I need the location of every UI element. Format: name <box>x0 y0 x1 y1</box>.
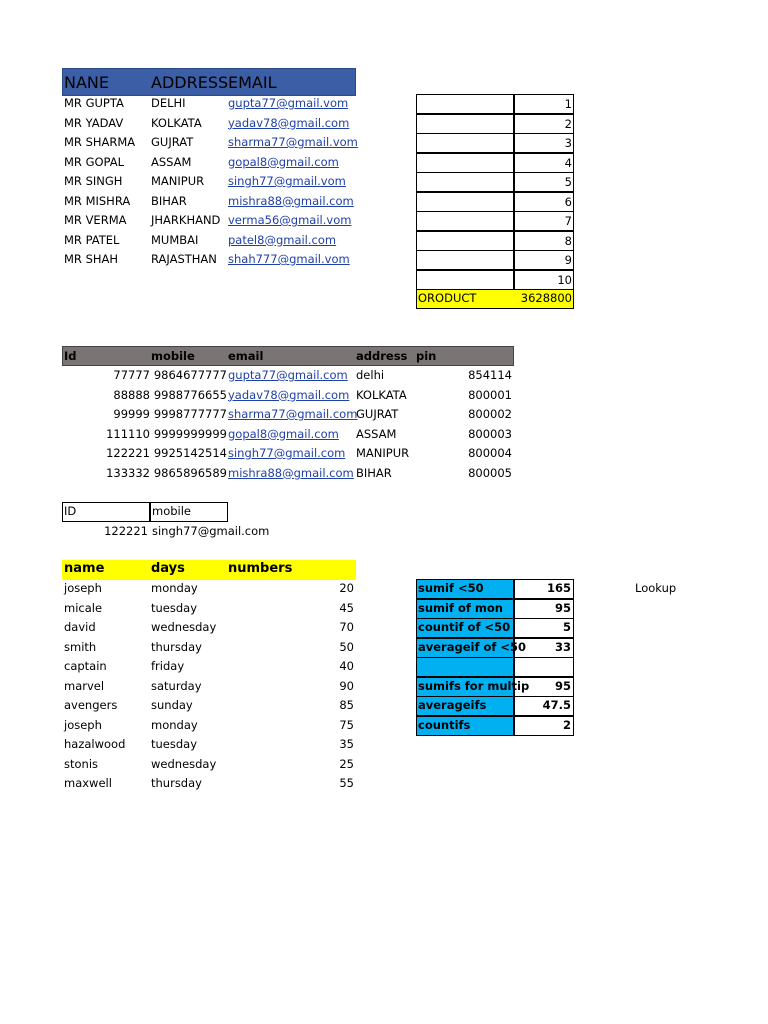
days-name: smith <box>64 639 97 654</box>
days-day: saturday <box>151 678 202 693</box>
stat-value: 2 <box>562 717 571 732</box>
product-number: 1 <box>564 97 572 111</box>
days-name: joseph <box>64 581 102 595</box>
stat-label: countif of <50 <box>418 620 511 634</box>
record-pin: 800005 <box>468 465 512 480</box>
contact-email-link[interactable]: patel8@gmail.com <box>228 232 337 247</box>
record-mobile: 9865896589 <box>153 465 227 480</box>
days-header-1: days <box>151 561 185 576</box>
record-email-link[interactable]: gopal8@gmail.com <box>228 426 339 441</box>
days-number: 45 <box>339 600 354 615</box>
stat-value: 165 <box>546 581 571 595</box>
stat-label: sumifs for multip <box>418 678 530 693</box>
contact-address: ASSAM <box>151 154 192 169</box>
days-day: tuesday <box>151 737 198 751</box>
product-number: 6 <box>564 194 572 209</box>
contact-name: MR SINGH <box>64 174 123 188</box>
product-number: 9 <box>564 253 572 267</box>
record-id: 99999 <box>113 407 150 421</box>
contacts-header-0: NANE <box>64 73 109 92</box>
days-name: avengers <box>64 698 118 712</box>
product-empty-cell <box>416 270 514 290</box>
lookup-id-label: ID <box>64 504 77 518</box>
days-name: captain <box>64 659 107 673</box>
record-mobile: 9988776655 <box>153 387 227 402</box>
stat-value: 33 <box>554 639 571 654</box>
days-number: 70 <box>339 620 354 634</box>
contact-address: RAJASTHAN <box>151 252 217 266</box>
stat-label: averageifs <box>418 698 487 712</box>
record-email-link[interactable]: sharma77@gmail.com <box>228 407 358 421</box>
days-day: wednesday <box>151 756 217 771</box>
record-address: BIHAR <box>356 465 392 480</box>
product-empty-cell <box>416 94 514 114</box>
contact-email-link[interactable]: sharma77@gmail.vom <box>228 135 358 149</box>
contact-name: MR SHAH <box>64 252 119 266</box>
days-day: monday <box>151 717 198 732</box>
lookup-result: singh77@gmail.com <box>152 524 270 538</box>
record-pin: 800002 <box>468 407 512 421</box>
product-number: 2 <box>564 116 572 131</box>
record-address: delhi <box>356 368 385 382</box>
record-address: GUJRAT <box>356 407 399 421</box>
records-header-2: email <box>228 349 264 363</box>
contact-address: MANIPUR <box>151 174 205 188</box>
contact-name: MR MISHRA <box>64 193 131 208</box>
record-address: ASSAM <box>356 426 397 441</box>
days-header-0: name <box>64 561 105 576</box>
days-name: david <box>64 620 96 634</box>
product-empty-cell <box>416 133 514 153</box>
records-header-1: mobile <box>151 349 195 363</box>
days-name: maxwell <box>64 776 112 790</box>
lookup-mobile-label: mobile <box>152 504 192 518</box>
stat-label: countifs <box>418 717 471 732</box>
stat-value: 95 <box>554 600 571 615</box>
contact-address: DELHI <box>151 96 186 110</box>
product-number: 7 <box>564 214 572 228</box>
product-number: 10 <box>557 272 572 287</box>
days-day: wednesday <box>151 620 217 634</box>
contact-name: MR PATEL <box>64 232 120 247</box>
days-name: micale <box>64 600 103 615</box>
record-mobile: 9864677777 <box>153 368 227 382</box>
product-value: 3628800 <box>520 291 572 305</box>
record-id: 133332 <box>106 465 150 480</box>
stat-label <box>418 657 512 676</box>
product-empty-cell <box>416 172 514 192</box>
record-id: 77777 <box>113 368 150 382</box>
record-email-link[interactable]: yadav78@gmail.com <box>228 387 350 402</box>
record-id: 122221 <box>106 446 150 460</box>
product-empty-cell <box>416 250 514 270</box>
days-number: 20 <box>339 581 354 595</box>
days-day: thursday <box>151 776 202 790</box>
record-email-link[interactable]: singh77@gmail.com <box>228 446 346 460</box>
days-number: 90 <box>339 678 354 693</box>
lookup-id-value: 122221 <box>104 524 148 538</box>
record-email-link[interactable]: mishra88@gmail.com <box>228 465 354 480</box>
product-number: 8 <box>564 233 572 248</box>
product-empty-cell <box>416 211 514 231</box>
lookup-side-label: Lookup <box>635 581 677 595</box>
contact-name: MR GOPAL <box>64 154 125 169</box>
product-number: 4 <box>564 155 572 170</box>
product-number: 3 <box>564 136 572 150</box>
contact-email-link[interactable]: mishra88@gmail.com <box>228 193 354 208</box>
contact-name: MR GUPTA <box>64 96 124 110</box>
stat-label: sumif <50 <box>418 581 484 595</box>
record-pin: 800003 <box>468 426 512 441</box>
records-header-4: pin <box>416 349 437 363</box>
stat-label: averageif of <50 <box>418 639 527 654</box>
product-label: ORODUCT <box>418 291 477 305</box>
record-mobile: 9999999999 <box>153 426 227 441</box>
records-header-3: address <box>356 349 408 363</box>
days-day: tuesday <box>151 600 198 615</box>
days-number: 55 <box>339 776 354 790</box>
contact-address: JHARKHAND <box>151 213 221 227</box>
product-empty-cell <box>416 153 514 173</box>
stat-value <box>514 657 571 676</box>
contact-address: MUMBAI <box>151 232 199 247</box>
days-number: 85 <box>339 698 354 712</box>
stat-value: 47.5 <box>542 698 571 712</box>
days-day: sunday <box>151 698 193 712</box>
product-empty-cell <box>416 114 514 134</box>
days-number: 75 <box>339 717 354 732</box>
contact-name: MR SHARMA <box>64 135 136 149</box>
days-name: hazalwood <box>64 737 126 751</box>
days-name: marvel <box>64 678 105 693</box>
stat-value: 5 <box>562 620 571 634</box>
stat-value: 95 <box>554 678 571 693</box>
days-day: friday <box>151 659 185 673</box>
record-address: KOLKATA <box>356 387 407 402</box>
record-pin: 800001 <box>468 387 512 402</box>
record-id: 88888 <box>113 387 150 402</box>
days-number: 50 <box>339 639 354 654</box>
record-pin: 854114 <box>468 368 512 382</box>
days-header-2: numbers <box>228 561 293 576</box>
contact-address: GUJRAT <box>151 135 194 149</box>
record-mobile: 9925142514 <box>153 446 227 460</box>
contact-name: MR VERMA <box>64 213 127 227</box>
contact-email-link[interactable]: yadav78@gmail.com <box>228 115 350 130</box>
record-address: MANIPUR <box>356 446 410 460</box>
days-day: monday <box>151 581 198 595</box>
contact-email-link[interactable]: gupta77@gmail.vom <box>228 96 349 110</box>
days-name: joseph <box>64 717 102 732</box>
stat-label: sumif of mon <box>418 600 503 615</box>
contact-email-link[interactable]: gopal8@gmail.com <box>228 154 339 169</box>
days-number: 35 <box>339 737 354 751</box>
days-number: 40 <box>339 659 354 673</box>
record-pin: 800004 <box>468 446 512 460</box>
contact-email-link[interactable]: singh77@gmail.vom <box>228 174 346 188</box>
record-mobile: 9998777777 <box>153 407 227 421</box>
days-name: stonis <box>64 756 99 771</box>
contacts-header-2: EMAIL <box>228 73 277 92</box>
product-number: 5 <box>564 175 572 189</box>
records-header-0: Id <box>64 349 77 363</box>
days-number: 25 <box>339 756 354 771</box>
contact-email-link[interactable]: shah777@gmail.vom <box>228 252 350 266</box>
contact-name: MR YADAV <box>64 115 124 130</box>
record-email-link[interactable]: gupta77@gmail.com <box>228 368 348 382</box>
contact-email-link[interactable]: verma56@gmail.vom <box>228 213 352 227</box>
days-day: thursday <box>151 639 202 654</box>
record-id: 111110 <box>106 426 150 441</box>
product-empty-cell <box>416 192 514 212</box>
contact-address: BIHAR <box>151 193 187 208</box>
contacts-header-1: ADDRESS <box>151 73 229 92</box>
contact-address: KOLKATA <box>151 115 202 130</box>
product-empty-cell <box>416 231 514 251</box>
